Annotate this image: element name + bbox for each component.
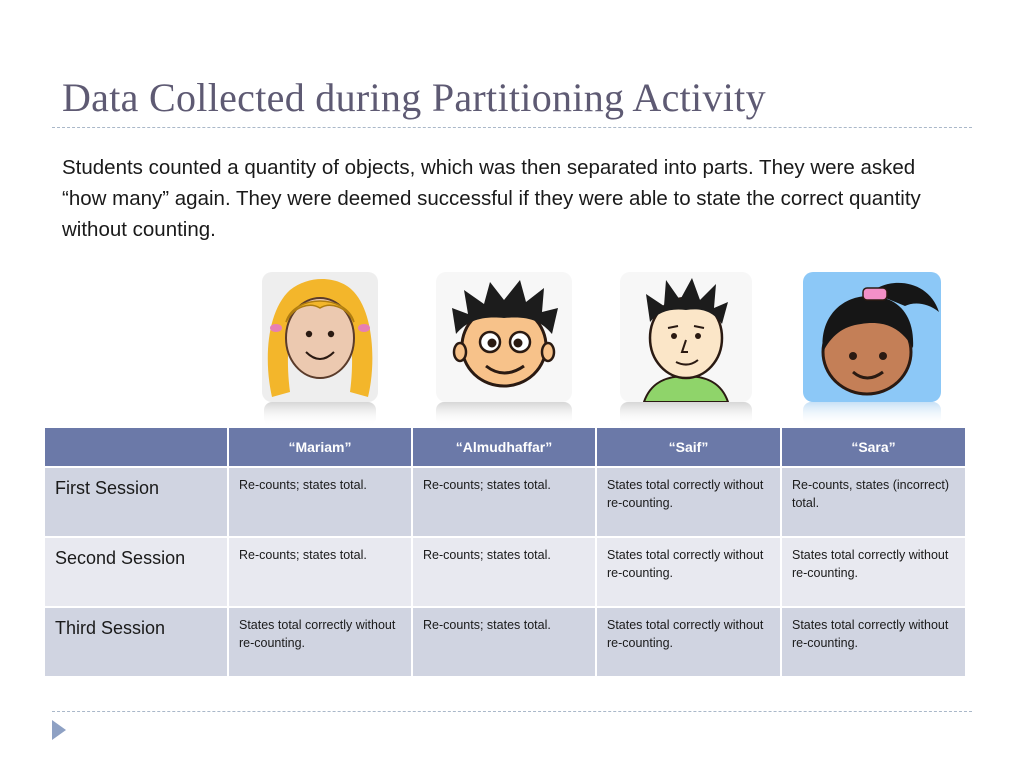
- avatar-reflection: [250, 402, 390, 426]
- table-cell: Re-counts; states total.: [228, 467, 412, 537]
- play-triangle-icon: [52, 720, 66, 740]
- partitioning-data-table: [43, 426, 967, 678]
- title-divider: [52, 127, 972, 128]
- table-cell: States total correctly without re-counting.: [781, 607, 966, 677]
- avatar-reflection: [434, 402, 574, 426]
- table-row: [44, 467, 966, 537]
- table-cell: Re-counts; states total.: [228, 537, 412, 607]
- table-cell: Re-counts, states (incorrect) total.: [781, 467, 966, 537]
- slide-description: Students counted a quantity of objects, which was then separated into parts. They were asked “how many” again. They were deemed successful if they were able to state the correct quantity without counting.: [62, 156, 921, 241]
- column-header-saif: “Saif”: [596, 427, 781, 467]
- footer-divider: [52, 711, 972, 712]
- table-cell: States total correctly without re-counting.: [228, 607, 412, 677]
- row-header-third-session: Third Session: [44, 607, 228, 677]
- girl-ponytail-avatar-icon: [801, 272, 941, 402]
- table-cell: Re-counts; states total.: [412, 537, 596, 607]
- row-header-first-session: First Session: [44, 467, 228, 537]
- table-cell: States total correctly without re-counting.: [596, 467, 781, 537]
- table-row: [44, 607, 966, 677]
- table-cell: States total correctly without re-counting.: [596, 537, 781, 607]
- boy-spiky-hair-avatar-icon: [434, 272, 574, 402]
- column-header-mariam: “Mariam”: [228, 427, 412, 467]
- column-header-sara: “Sara”: [781, 427, 966, 467]
- table-cell: Re-counts; states total.: [412, 607, 596, 677]
- table-corner-cell: [44, 427, 228, 467]
- avatar-reflection: [616, 402, 756, 426]
- table-row: [44, 537, 966, 607]
- table-cell: Re-counts; states total.: [412, 467, 596, 537]
- avatar-reflection: [801, 402, 941, 426]
- table-header-row: [44, 427, 966, 467]
- table-cell: States total correctly without re-counting.: [781, 537, 966, 607]
- row-header-second-session: Second Session: [44, 537, 228, 607]
- girl-blonde-avatar-icon: [250, 272, 390, 402]
- column-header-almudhaffar: “Almudhaffar”: [412, 427, 596, 467]
- boy-green-shirt-avatar-icon: [616, 272, 756, 402]
- slide-title: Data Collected during Partitioning Activity: [62, 75, 766, 120]
- table-cell: States total correctly without re-counting.: [596, 607, 781, 677]
